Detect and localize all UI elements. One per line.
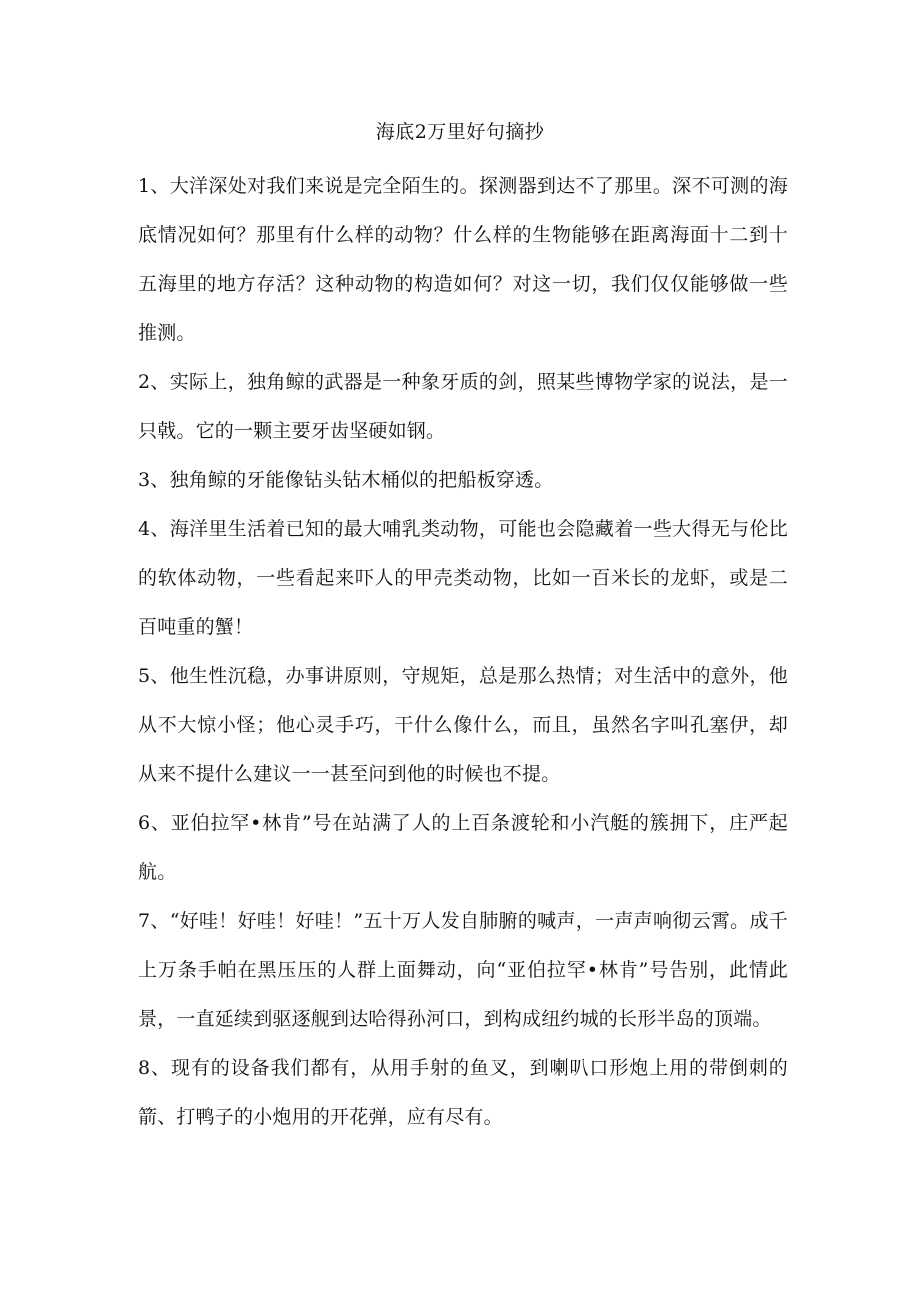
paragraph-8: 8、现有的设备我们都有，从用手射的鱼叉，到喇叭口形炮上用的带倒刺的箭、打鸭子的小炮用的开花弹，应有尽有。	[138, 1057, 788, 1128]
paragraph-6: 6、亚伯拉罕•林肯”号在站满了人的上百条渡轮和小汽艇的簇拥下，庄严起航。	[138, 812, 788, 883]
paragraph-5: 5、他生性沉稳，办事讲原则，守规矩，总是那么热情；对生活中的意外，他从不大惊小怪；他心灵手巧，干什么像什么，而且，虽然名字叫孔塞伊，却从来不提什么建议一一甚至问到他的时候也不提。	[138, 665, 788, 785]
paragraph-3: 3、独角鲸的牙能像钻头钻木桶似的把船板穿透。	[138, 469, 554, 491]
document-title: 海底2万里好句摘抄	[375, 121, 545, 143]
document-body	[138, 162, 788, 1142]
paragraph-1: 1、大洋深处对我们来说是完全陌生的。探测器到达不了那里。深不可测的海底情况如何？那里有什么样的动物？什么样的生物能够在距离海面十二到十五海里的地方存活？这种动物的构造如何？对这一切，我们仅仅能够做一些推测。	[138, 175, 788, 344]
paragraph-4: 4、海洋里生活着已知的最大哺乳类动物，可能也会隐藏着一些大得无与伦比的软体动物，一些看起来吓人的甲壳类动物，比如一百米长的龙虾，或是二百吨重的蟹！	[138, 518, 788, 638]
paragraph-7: 7、“好哇！好哇！好哇！”五十万人发自肺腑的喊声，一声声响彻云霄。成千上万条手帕在黑压压的人群上面舞动，向“亚伯拉罕•林肯”号告别，此情此景，一直延续到驱逐舰到达哈得孙河口，到构成纽约城的长形半岛的顶端。	[138, 910, 788, 1030]
paragraph-2: 2、实际上，独角鲸的武器是一种象牙质的剑，照某些博物学家的说法，是一只戟。它的一颗主要牙齿坚硬如钢。	[138, 371, 788, 442]
